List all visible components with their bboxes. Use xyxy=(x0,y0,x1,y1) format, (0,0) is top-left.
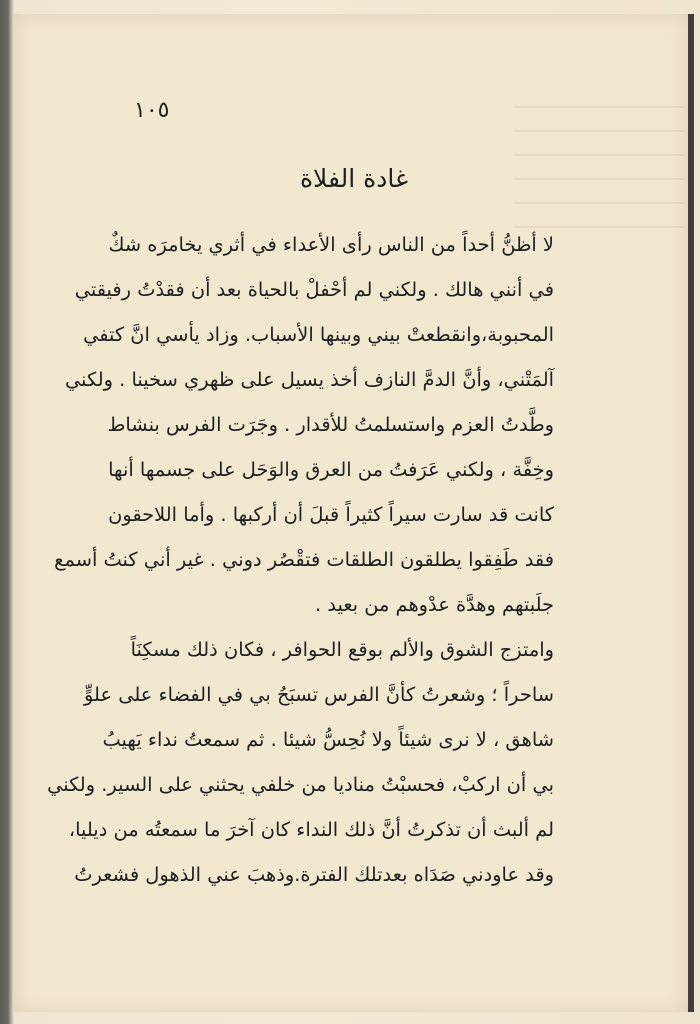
text-line: بي أن اركبْ، فحسبْتُ مناديا من خلفي يحثني على السير. ولكني xyxy=(47,773,554,796)
text-line: وخِفَّة ، ولكني عَرَفتُ من العرق والوَحَل على جسمها أنها xyxy=(108,458,554,481)
text-line: فقد طَفِقوا يطلقون الطلقات فتقْصُر دوني . غير أني كنتُ أسمع xyxy=(54,548,554,571)
text-line: وطَّدتُ العزم واستسلمتُ للأقدار . وجَرَت الفرس بنشاط xyxy=(107,413,554,436)
text-line: في أنني هالك . ولكني لم أحْفلْ بالحياة بعد أن فقدْتُ رفيقتي xyxy=(74,278,554,301)
chapter-title: غادة الفلاة xyxy=(299,164,409,193)
text-line: ساحراً ؛ وشعرتُ كأنَّ الفرس تسبَحُ بي في الفضاء على علوٍّ xyxy=(84,683,554,706)
text-line: لا أظنُّ أحداً من الناس رأى الأعداء في أثري يخامرَه شكٌ xyxy=(108,233,554,256)
book-page xyxy=(14,14,694,1012)
body-text xyxy=(47,222,554,897)
text-line: آلمَتْني، وأنَّ الدمَّ النازف أخذ يسيل على ظهري سخينا . ولكني xyxy=(65,368,554,391)
page-number: ١٠٥ xyxy=(134,98,170,123)
text-line: وامتزج الشوق والألم بوقع الحوافر ، فكان ذلك مسكِنَاً xyxy=(130,638,554,661)
text-line: كانت قد سارت سيراً كثيراً قبلَ أن أركبها . وأما اللاحقون xyxy=(108,503,554,526)
text-line: لم ألبث أن تذكرتُ أنَّ ذلك النداء كان آخرَ ما سمعتُه من ديليا، xyxy=(68,818,554,841)
text-line: وقد عاودني صَدَاه بعدتلك الفترة.وذهبَ عني الذهول فشعرتُ xyxy=(74,863,554,886)
text-line: المحبوبة،وانقطعتْ بيني وبينها الأسباب. وزاد يأسي انَّ كتفي xyxy=(83,323,554,346)
text-line: شاهق ، لا نرى شيئاً ولا نُحِسُّ شيئا . ثم سمعتُ نداء يَهيبُ xyxy=(102,728,554,751)
text-line: جلَبتهم وهدَّة عدْوهم من بعيد . xyxy=(314,593,554,616)
